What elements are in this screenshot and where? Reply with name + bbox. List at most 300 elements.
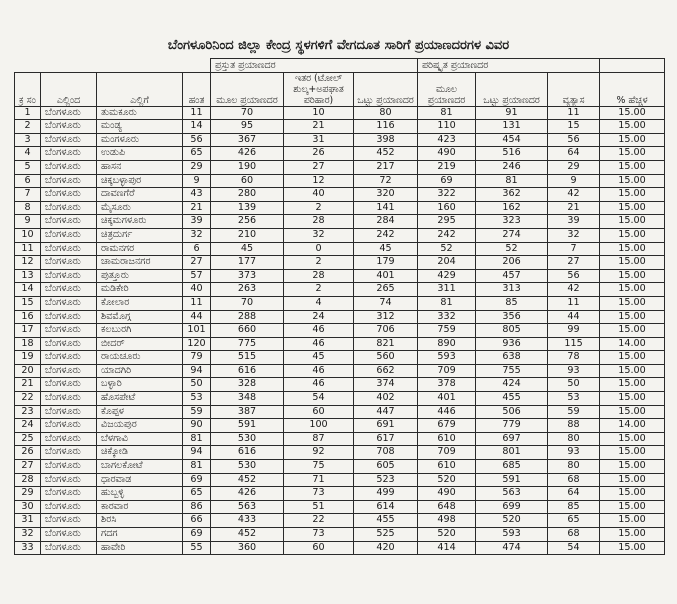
cell-revised-base-fare: 423	[418, 133, 476, 147]
cell-total-fare: 499	[354, 487, 418, 501]
cell-other-charges: 21	[284, 120, 354, 134]
cell-percent-increase: 15.00	[600, 351, 665, 365]
cell-other-charges: 92	[284, 446, 354, 460]
header-blank	[15, 59, 211, 73]
cell-percent-increase: 15.00	[600, 392, 665, 406]
cell-percent-increase: 15.00	[600, 147, 665, 161]
cell-sl-no: 16	[15, 310, 41, 324]
cell-from: ಬೆಂಗಳೂರು	[41, 296, 97, 310]
cell-revised-base-fare: 709	[418, 364, 476, 378]
cell-to: ಧಾರವಾಡ	[97, 473, 183, 487]
cell-revised-total-fare: 454	[476, 133, 548, 147]
table-row	[15, 541, 665, 555]
cell-stage: 27	[183, 256, 211, 270]
cell-difference: 56	[548, 269, 600, 283]
cell-base-fare: 360	[211, 541, 284, 555]
cell-sl-no: 15	[15, 296, 41, 310]
table-row	[15, 147, 665, 161]
cell-stage: 69	[183, 473, 211, 487]
cell-sl-no: 19	[15, 351, 41, 365]
cell-to: ಗದಗ	[97, 528, 183, 542]
table-row	[15, 160, 665, 174]
cell-revised-total-fare: 801	[476, 446, 548, 460]
cell-total-fare: 217	[354, 160, 418, 174]
cell-revised-total-fare: 424	[476, 378, 548, 392]
cell-difference: 85	[548, 500, 600, 514]
cell-from: ಬೆಂಗಳೂರು	[41, 188, 97, 202]
table-row	[15, 256, 665, 270]
cell-other-charges: 2	[284, 283, 354, 297]
cell-revised-total-fare: 91	[476, 106, 548, 120]
cell-stage: 21	[183, 201, 211, 215]
cell-revised-base-fare: 890	[418, 337, 476, 351]
cell-total-fare: 691	[354, 419, 418, 433]
cell-total-fare: 74	[354, 296, 418, 310]
table-row	[15, 174, 665, 188]
cell-stage: 79	[183, 351, 211, 365]
cell-base-fare: 328	[211, 378, 284, 392]
cell-percent-increase: 15.00	[600, 228, 665, 242]
cell-base-fare: 616	[211, 446, 284, 460]
cell-from: ಬೆಂಗಳೂರು	[41, 351, 97, 365]
cell-revised-base-fare: 498	[418, 514, 476, 528]
cell-revised-base-fare: 204	[418, 256, 476, 270]
cell-total-fare: 605	[354, 460, 418, 474]
cell-stage: 59	[183, 405, 211, 419]
cell-difference: 93	[548, 446, 600, 460]
cell-base-fare: 373	[211, 269, 284, 283]
fare-table	[14, 58, 665, 555]
cell-other-charges: 22	[284, 514, 354, 528]
cell-total-fare: 455	[354, 514, 418, 528]
cell-percent-increase: 15.00	[600, 310, 665, 324]
cell-stage: 101	[183, 324, 211, 338]
cell-stage: 14	[183, 120, 211, 134]
cell-total-fare: 452	[354, 147, 418, 161]
cell-base-fare: 256	[211, 215, 284, 229]
cell-revised-total-fare: 591	[476, 473, 548, 487]
cell-revised-base-fare: 81	[418, 296, 476, 310]
header-revised-total-fare: ಒಟ್ಟು ಪ್ರಯಾಣದರ	[476, 72, 548, 106]
cell-from: ಬೆಂಗಳೂರು	[41, 215, 97, 229]
cell-stage: 40	[183, 283, 211, 297]
cell-revised-total-fare: 779	[476, 419, 548, 433]
table-row	[15, 432, 665, 446]
table-row	[15, 500, 665, 514]
table-row	[15, 242, 665, 256]
cell-difference: 42	[548, 283, 600, 297]
table-row	[15, 487, 665, 501]
cell-sl-no: 10	[15, 228, 41, 242]
cell-revised-base-fare: 295	[418, 215, 476, 229]
table-row	[15, 269, 665, 283]
cell-revised-base-fare: 520	[418, 528, 476, 542]
header-group-current: ಪ್ರಸ್ತುತ ಪ್ರಯಾಣದರ	[211, 59, 418, 73]
cell-sl-no: 4	[15, 147, 41, 161]
fare-table-body	[15, 106, 665, 555]
cell-difference: 93	[548, 364, 600, 378]
cell-other-charges: 2	[284, 201, 354, 215]
cell-base-fare: 452	[211, 473, 284, 487]
cell-base-fare: 288	[211, 310, 284, 324]
cell-revised-base-fare: 69	[418, 174, 476, 188]
cell-percent-increase: 15.00	[600, 446, 665, 460]
cell-other-charges: 51	[284, 500, 354, 514]
cell-stage: 94	[183, 364, 211, 378]
cell-total-fare: 706	[354, 324, 418, 338]
cell-from: ಬೆಂಗಳೂರು	[41, 242, 97, 256]
cell-other-charges: 32	[284, 228, 354, 242]
cell-from: ಬೆಂಗಳೂರು	[41, 337, 97, 351]
cell-difference: 39	[548, 215, 600, 229]
cell-to: ಯಾದಗಿರಿ	[97, 364, 183, 378]
table-row	[15, 364, 665, 378]
cell-sl-no: 31	[15, 514, 41, 528]
cell-other-charges: 46	[284, 337, 354, 351]
header-percent-increase: % ಹೆಚ್ಚಳ	[600, 72, 665, 106]
cell-revised-base-fare: 401	[418, 392, 476, 406]
cell-total-fare: 45	[354, 242, 418, 256]
cell-revised-total-fare: 805	[476, 324, 548, 338]
cell-revised-total-fare: 323	[476, 215, 548, 229]
cell-revised-base-fare: 414	[418, 541, 476, 555]
cell-total-fare: 617	[354, 432, 418, 446]
cell-other-charges: 60	[284, 541, 354, 555]
cell-percent-increase: 15.00	[600, 487, 665, 501]
cell-percent-increase: 15.00	[600, 528, 665, 542]
cell-to: ಮಡಿಕೇರಿ	[97, 283, 183, 297]
table-row	[15, 201, 665, 215]
cell-other-charges: 40	[284, 188, 354, 202]
cell-difference: 11	[548, 106, 600, 120]
cell-from: ಬೆಂಗಳೂರು	[41, 392, 97, 406]
cell-stage: 53	[183, 392, 211, 406]
cell-stage: 81	[183, 460, 211, 474]
cell-revised-total-fare: 362	[476, 188, 548, 202]
cell-base-fare: 452	[211, 528, 284, 542]
cell-revised-total-fare: 356	[476, 310, 548, 324]
cell-difference: 80	[548, 460, 600, 474]
cell-stage: 57	[183, 269, 211, 283]
cell-to: ಶಿರಸಿ	[97, 514, 183, 528]
cell-other-charges: 28	[284, 215, 354, 229]
table-row	[15, 215, 665, 229]
cell-from: ಬೆಂಗಳೂರು	[41, 283, 97, 297]
cell-percent-increase: 15.00	[600, 133, 665, 147]
cell-from: ಬೆಂಗಳೂರು	[41, 487, 97, 501]
cell-to: ಬಾಗಲಕೋಟೆ	[97, 460, 183, 474]
cell-sl-no: 7	[15, 188, 41, 202]
cell-sl-no: 18	[15, 337, 41, 351]
cell-to: ಕೋಲಾರ	[97, 296, 183, 310]
cell-from: ಬೆಂಗಳೂರು	[41, 446, 97, 460]
cell-difference: 59	[548, 405, 600, 419]
cell-percent-increase: 15.00	[600, 174, 665, 188]
cell-difference: 64	[548, 147, 600, 161]
cell-stage: 94	[183, 446, 211, 460]
cell-sl-no: 3	[15, 133, 41, 147]
cell-revised-total-fare: 162	[476, 201, 548, 215]
cell-difference: 54	[548, 541, 600, 555]
cell-percent-increase: 15.00	[600, 432, 665, 446]
cell-other-charges: 87	[284, 432, 354, 446]
table-row	[15, 378, 665, 392]
cell-sl-no: 28	[15, 473, 41, 487]
cell-stage: 39	[183, 215, 211, 229]
cell-base-fare: 426	[211, 487, 284, 501]
header-sl-no: ಕ್ರ ಸಂ	[15, 72, 41, 106]
cell-stage: 90	[183, 419, 211, 433]
cell-sl-no: 9	[15, 215, 41, 229]
cell-revised-base-fare: 322	[418, 188, 476, 202]
cell-from: ಬೆಂಗಳೂರು	[41, 256, 97, 270]
cell-revised-base-fare: 709	[418, 446, 476, 460]
cell-sl-no: 20	[15, 364, 41, 378]
header-other-charges: ಇತರ (ಟೋಲ್ ಶುಲ್ಕ+ಅಪಘಾತ ಪರಿಹಾರ)	[284, 72, 354, 106]
cell-total-fare: 525	[354, 528, 418, 542]
cell-difference: 68	[548, 473, 600, 487]
cell-base-fare: 775	[211, 337, 284, 351]
table-row	[15, 351, 665, 365]
cell-total-fare: 560	[354, 351, 418, 365]
table-row	[15, 419, 665, 433]
cell-revised-total-fare: 755	[476, 364, 548, 378]
cell-revised-base-fare: 160	[418, 201, 476, 215]
cell-to: ಬಳ್ಳಾರಿ	[97, 378, 183, 392]
cell-other-charges: 100	[284, 419, 354, 433]
cell-stage: 6	[183, 242, 211, 256]
cell-base-fare: 280	[211, 188, 284, 202]
cell-sl-no: 14	[15, 283, 41, 297]
cell-revised-total-fare: 131	[476, 120, 548, 134]
cell-from: ಬೆಂಗಳೂರು	[41, 310, 97, 324]
cell-revised-total-fare: 697	[476, 432, 548, 446]
cell-from: ಬೆಂಗಳೂರು	[41, 541, 97, 555]
cell-to: ರಾಮನಗರ	[97, 242, 183, 256]
cell-sl-no: 17	[15, 324, 41, 338]
cell-revised-total-fare: 516	[476, 147, 548, 161]
cell-percent-increase: 15.00	[600, 160, 665, 174]
cell-other-charges: 24	[284, 310, 354, 324]
cell-base-fare: 387	[211, 405, 284, 419]
header-group-revised: ಪರಿಷ್ಕೃತ ಪ್ರಯಾಣದರ	[418, 59, 600, 73]
cell-base-fare: 70	[211, 106, 284, 120]
cell-base-fare: 139	[211, 201, 284, 215]
cell-stage: 66	[183, 514, 211, 528]
cell-base-fare: 60	[211, 174, 284, 188]
table-row	[15, 473, 665, 487]
cell-difference: 88	[548, 419, 600, 433]
table-row	[15, 528, 665, 542]
cell-percent-increase: 15.00	[600, 296, 665, 310]
cell-difference: 68	[548, 528, 600, 542]
cell-stage: 11	[183, 106, 211, 120]
cell-other-charges: 31	[284, 133, 354, 147]
cell-revised-base-fare: 759	[418, 324, 476, 338]
cell-percent-increase: 15.00	[600, 106, 665, 120]
cell-total-fare: 141	[354, 201, 418, 215]
cell-from: ಬೆಂಗಳೂರು	[41, 269, 97, 283]
cell-total-fare: 320	[354, 188, 418, 202]
cell-stage: 9	[183, 174, 211, 188]
header-blank-pct	[600, 59, 665, 73]
cell-to: ಬೀದರ್	[97, 337, 183, 351]
cell-base-fare: 660	[211, 324, 284, 338]
table-row	[15, 392, 665, 406]
cell-sl-no: 29	[15, 487, 41, 501]
cell-to: ಮೈಸೂರು	[97, 201, 183, 215]
cell-other-charges: 73	[284, 528, 354, 542]
cell-total-fare: 614	[354, 500, 418, 514]
cell-to: ಚಿಕ್ಕೋಡಿ	[97, 446, 183, 460]
cell-sl-no: 30	[15, 500, 41, 514]
cell-percent-increase: 15.00	[600, 500, 665, 514]
table-row	[15, 120, 665, 134]
cell-difference: 21	[548, 201, 600, 215]
cell-total-fare: 179	[354, 256, 418, 270]
cell-other-charges: 75	[284, 460, 354, 474]
cell-difference: 27	[548, 256, 600, 270]
cell-other-charges: 28	[284, 269, 354, 283]
cell-revised-base-fare: 332	[418, 310, 476, 324]
cell-base-fare: 530	[211, 460, 284, 474]
cell-sl-no: 2	[15, 120, 41, 134]
cell-percent-increase: 15.00	[600, 324, 665, 338]
cell-revised-base-fare: 490	[418, 147, 476, 161]
cell-percent-increase: 15.00	[600, 473, 665, 487]
cell-from: ಬೆಂಗಳೂರು	[41, 133, 97, 147]
cell-revised-total-fare: 313	[476, 283, 548, 297]
cell-stage: 69	[183, 528, 211, 542]
cell-stage: 50	[183, 378, 211, 392]
cell-revised-total-fare: 455	[476, 392, 548, 406]
cell-sl-no: 11	[15, 242, 41, 256]
cell-from: ಬೆಂಗಳೂರು	[41, 364, 97, 378]
cell-from: ಬೆಂಗಳೂರು	[41, 106, 97, 120]
table-row	[15, 446, 665, 460]
cell-percent-increase: 15.00	[600, 242, 665, 256]
header-revised-base-fare: ಮೂಲ ಪ್ರಯಾಣದರ	[418, 72, 476, 106]
cell-base-fare: 367	[211, 133, 284, 147]
cell-base-fare: 45	[211, 242, 284, 256]
cell-base-fare: 348	[211, 392, 284, 406]
cell-revised-base-fare: 648	[418, 500, 476, 514]
cell-revised-base-fare: 610	[418, 432, 476, 446]
cell-percent-increase: 15.00	[600, 269, 665, 283]
cell-revised-total-fare: 506	[476, 405, 548, 419]
cell-revised-total-fare: 85	[476, 296, 548, 310]
cell-sl-no: 8	[15, 201, 41, 215]
cell-total-fare: 708	[354, 446, 418, 460]
cell-to: ಬೆಳಗಾವಿ	[97, 432, 183, 446]
cell-stage: 120	[183, 337, 211, 351]
cell-from: ಬೆಂಗಳೂರು	[41, 201, 97, 215]
cell-total-fare: 662	[354, 364, 418, 378]
cell-stage: 65	[183, 487, 211, 501]
cell-from: ಬೆಂಗಳೂರು	[41, 432, 97, 446]
cell-other-charges: 12	[284, 174, 354, 188]
cell-sl-no: 12	[15, 256, 41, 270]
cell-from: ಬೆಂಗಳೂರು	[41, 174, 97, 188]
cell-from: ಬೆಂಗಳೂರು	[41, 405, 97, 419]
cell-percent-increase: 15.00	[600, 256, 665, 270]
cell-to: ಕಾರವಾರ	[97, 500, 183, 514]
cell-difference: 11	[548, 296, 600, 310]
cell-to: ಹುಬ್ಬಳ್ಳಿ	[97, 487, 183, 501]
cell-to: ತುಮಕೂರು	[97, 106, 183, 120]
cell-total-fare: 242	[354, 228, 418, 242]
table-row	[15, 460, 665, 474]
cell-to: ಕೊಪ್ಪಳ	[97, 405, 183, 419]
cell-stage: 56	[183, 133, 211, 147]
cell-base-fare: 530	[211, 432, 284, 446]
cell-total-fare: 80	[354, 106, 418, 120]
cell-difference: 53	[548, 392, 600, 406]
cell-to: ವಿಜಯಪುರ	[97, 419, 183, 433]
cell-total-fare: 821	[354, 337, 418, 351]
cell-from: ಬೆಂಗಳೂರು	[41, 419, 97, 433]
cell-revised-base-fare: 429	[418, 269, 476, 283]
cell-base-fare: 190	[211, 160, 284, 174]
cell-difference: 56	[548, 133, 600, 147]
cell-revised-total-fare: 81	[476, 174, 548, 188]
cell-to: ಚಿತ್ರದುರ್ಗ	[97, 228, 183, 242]
table-row	[15, 296, 665, 310]
cell-difference: 9	[548, 174, 600, 188]
cell-other-charges: 4	[284, 296, 354, 310]
header-difference: ವ್ಯತ್ಯಾಸ	[548, 72, 600, 106]
cell-difference: 44	[548, 310, 600, 324]
cell-base-fare: 515	[211, 351, 284, 365]
cell-percent-increase: 14.00	[600, 419, 665, 433]
cell-to: ಶಿವಮೊಗ್ಗ	[97, 310, 183, 324]
cell-stage: 86	[183, 500, 211, 514]
cell-total-fare: 116	[354, 120, 418, 134]
cell-to: ಚಿಕ್ಕಬಳ್ಳಾಪುರ	[97, 174, 183, 188]
cell-sl-no: 1	[15, 106, 41, 120]
cell-from: ಬೆಂಗಳೂರು	[41, 120, 97, 134]
cell-sl-no: 33	[15, 541, 41, 555]
cell-revised-base-fare: 610	[418, 460, 476, 474]
cell-other-charges: 54	[284, 392, 354, 406]
cell-to: ಉಡುಪಿ	[97, 147, 183, 161]
cell-percent-increase: 15.00	[600, 378, 665, 392]
cell-other-charges: 10	[284, 106, 354, 120]
cell-difference: 115	[548, 337, 600, 351]
cell-stage: 55	[183, 541, 211, 555]
cell-difference: 7	[548, 242, 600, 256]
cell-sl-no: 6	[15, 174, 41, 188]
cell-stage: 32	[183, 228, 211, 242]
cell-sl-no: 22	[15, 392, 41, 406]
header-row-columns	[15, 72, 665, 106]
cell-revised-total-fare: 563	[476, 487, 548, 501]
cell-other-charges: 0	[284, 242, 354, 256]
cell-revised-total-fare: 206	[476, 256, 548, 270]
cell-total-fare: 72	[354, 174, 418, 188]
header-stage: ಹಂತ	[183, 72, 211, 106]
cell-other-charges: 46	[284, 324, 354, 338]
cell-other-charges: 73	[284, 487, 354, 501]
cell-to: ರಾಯಚೂರು	[97, 351, 183, 365]
cell-stage: 81	[183, 432, 211, 446]
cell-other-charges: 2	[284, 256, 354, 270]
cell-base-fare: 263	[211, 283, 284, 297]
cell-base-fare: 563	[211, 500, 284, 514]
cell-from: ಬೆಂಗಳೂರು	[41, 500, 97, 514]
cell-difference: 15	[548, 120, 600, 134]
cell-other-charges: 46	[284, 378, 354, 392]
